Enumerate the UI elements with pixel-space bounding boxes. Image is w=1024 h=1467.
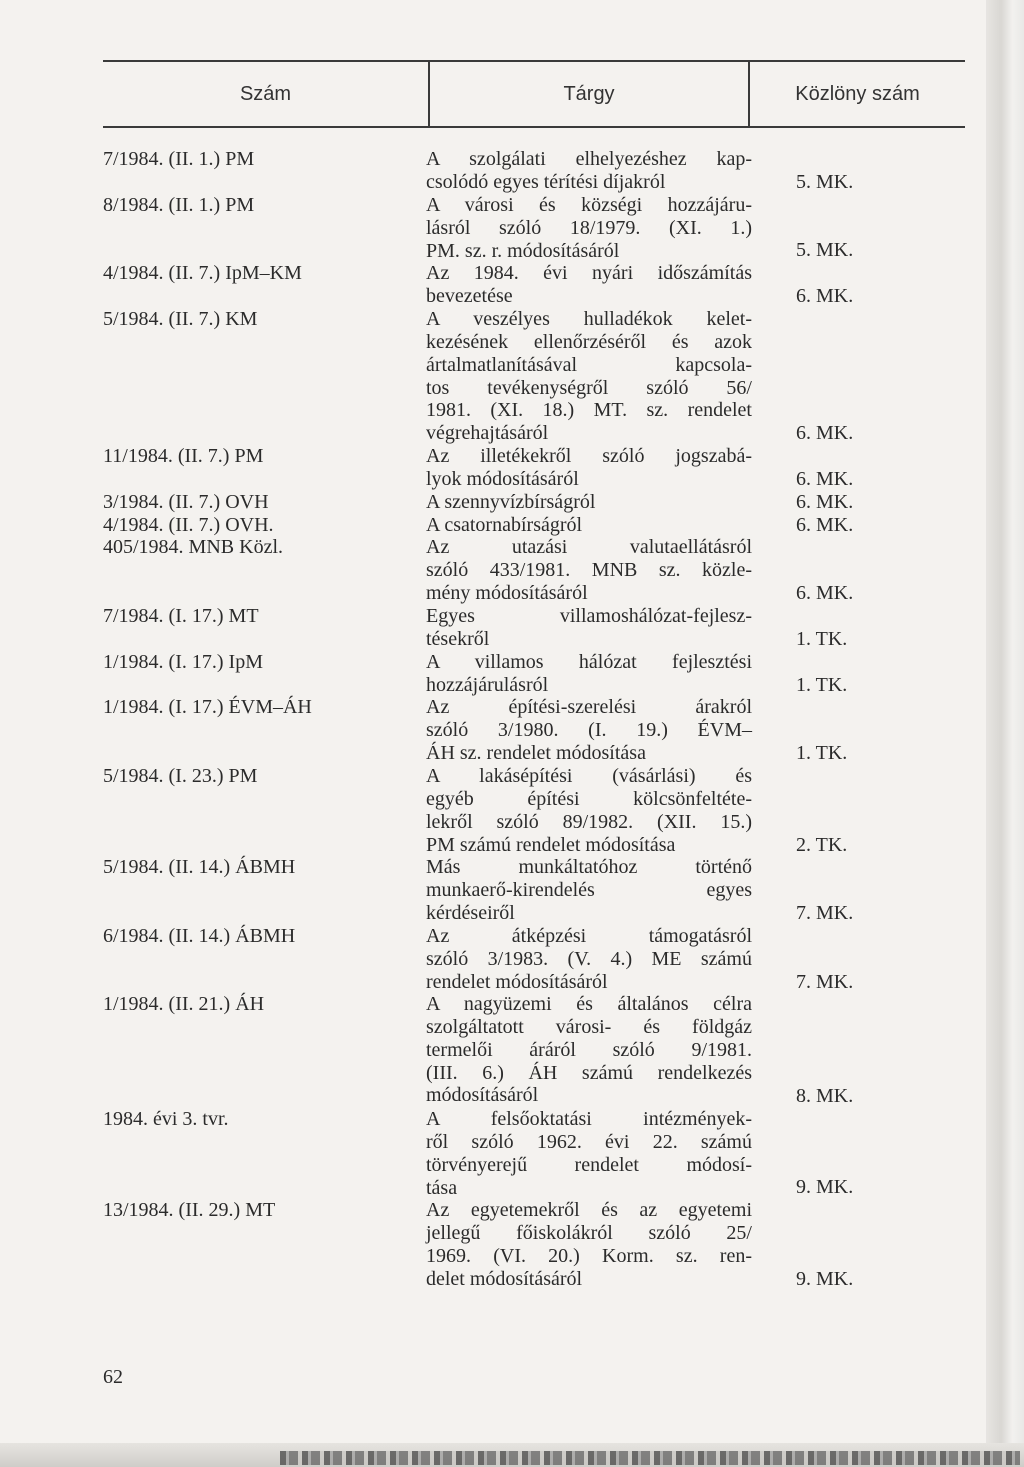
row-szam: 405/1984. MNB Közl. xyxy=(103,536,283,558)
row-kozlony: 2. TK. xyxy=(796,834,848,856)
row-targy xyxy=(426,445,752,491)
row-targy xyxy=(426,1199,752,1290)
targy-line: szóló 433/1981. MNB sz. közle- xyxy=(426,558,752,581)
row-targy xyxy=(426,148,752,194)
row-szam: 5/1984. (I. 23.) PM xyxy=(103,765,258,787)
targy-line: Az egyetemekről és az egyetemi xyxy=(426,1199,752,1221)
targy-line: Az utazási valutaellátásról xyxy=(426,536,752,558)
row-szam: 6/1984. (II. 14.) ÁBMH xyxy=(103,925,296,947)
row-kozlony: 6. MK. xyxy=(796,285,854,307)
row-targy xyxy=(426,765,752,856)
targy-line: munkaerő-kirendelés egyes xyxy=(426,878,752,901)
targy-line: delet módosításáról xyxy=(426,1267,583,1290)
targy-line: 1969. (VI. 20.) Korm. sz. ren- xyxy=(426,1244,752,1267)
targy-line: tása xyxy=(426,1176,458,1199)
targy-line: bevezetése xyxy=(426,284,513,307)
targy-line: ről szóló 1962. évi 22. számú xyxy=(426,1130,752,1153)
targy-line: A csatornabírságról xyxy=(426,514,583,536)
header-kozlony: Közlöny szám xyxy=(795,82,920,105)
targy-line: Más munkáltatóhoz történő xyxy=(426,856,752,878)
targy-line: Az építési-szerelési árakról xyxy=(426,696,752,718)
row-szam: 7/1984. (I. 17.) MT xyxy=(103,605,259,627)
targy-line: kérdéseiről xyxy=(426,901,515,924)
targy-line: lásról szóló 18/1979. (XI. 1.) xyxy=(426,216,752,239)
row-kozlony: 6. MK. xyxy=(796,491,854,513)
row-szam: 1/1984. (I. 17.) IpM xyxy=(103,651,263,673)
row-kozlony: 9. MK. xyxy=(796,1176,854,1198)
row-szam: 1/1984. (I. 17.) ÉVM–ÁH xyxy=(103,696,312,718)
targy-line: szóló 3/1980. (I. 19.) ÉVM– xyxy=(426,718,752,741)
targy-line: ÁH sz. rendelet módosítása xyxy=(426,741,646,764)
targy-line: szolgáltatott városi- és földgáz xyxy=(426,1015,752,1038)
row-targy xyxy=(426,308,752,445)
row-targy xyxy=(426,605,752,651)
row-targy xyxy=(426,856,752,925)
targy-line: lekről szóló 89/1982. (XII. 15.) xyxy=(426,810,752,833)
targy-line: módosításáról xyxy=(426,1084,539,1107)
row-kozlony: 1. TK. xyxy=(796,674,848,696)
targy-line: lyok módosításáról xyxy=(426,467,579,490)
row-kozlony: 7. MK. xyxy=(796,902,854,924)
row-targy xyxy=(426,651,752,697)
row-targy xyxy=(426,993,752,1107)
row-targy xyxy=(426,194,752,263)
row-kozlony: 8. MK. xyxy=(796,1085,854,1107)
targy-line: A villamos hálózat fejlesztési xyxy=(426,651,752,673)
targy-line: egyéb építési kölcsönfeltéte- xyxy=(426,787,752,810)
row-targy xyxy=(426,925,752,994)
row-kozlony: 1. TK. xyxy=(796,742,848,764)
targy-line: termelői áráról szóló 9/1981. xyxy=(426,1038,752,1061)
row-kozlony: 1. TK. xyxy=(796,628,848,650)
targy-line: tésekről xyxy=(426,627,490,650)
row-kozlony: 6. MK. xyxy=(796,582,854,604)
row-szam: 4/1984. (II. 7.) IpM–KM xyxy=(103,262,302,284)
row-kozlony: 5. MK. xyxy=(796,239,854,261)
row-szam: 3/1984. (II. 7.) OVH xyxy=(103,491,269,513)
targy-line: A felsőoktatási intézmények- xyxy=(426,1108,752,1130)
targy-line: jellegű főiskolákról szóló 25/ xyxy=(426,1221,752,1244)
targy-line: Az illetékekről szóló jogszabá- xyxy=(426,445,752,467)
targy-line: A veszélyes hulladékok kelet- xyxy=(426,308,752,330)
targy-line: törvényerejű rendelet módosí- xyxy=(426,1153,752,1176)
row-kozlony: 6. MK. xyxy=(796,514,854,536)
targy-line: A nagyüzemi és általános célra xyxy=(426,993,752,1015)
row-szam: 4/1984. (II. 7.) OVH. xyxy=(103,514,274,536)
targy-line: Az átképzési támogatásról xyxy=(426,925,752,947)
targy-line: szóló 3/1983. (V. 4.) ME számú xyxy=(426,947,752,970)
targy-line: A szennyvízbírságról xyxy=(426,491,596,513)
scan-bottom-edge xyxy=(0,1443,1024,1467)
targy-line: A szolgálati elhelyezéshez kap- xyxy=(426,148,752,170)
header-targy: Tárgy xyxy=(563,82,615,105)
header-szam: Szám xyxy=(239,82,292,105)
targy-line: PM számú rendelet módosítása xyxy=(426,833,676,856)
targy-line: hozzájárulásról xyxy=(426,673,549,696)
book-spine-edge xyxy=(986,0,1024,1467)
row-kozlony: 6. MK. xyxy=(796,422,854,444)
page-number: 62 xyxy=(103,1366,123,1388)
row-targy xyxy=(426,491,752,514)
targy-line: Egyes villamoshálózat-fejlesz- xyxy=(426,605,752,627)
targy-line: végrehajtásáról xyxy=(426,422,549,445)
row-kozlony: 5. MK. xyxy=(796,171,854,193)
row-szam: 5/1984. (II. 14.) ÁBMH xyxy=(103,856,296,878)
row-targy xyxy=(426,696,752,765)
row-kozlony: 9. MK. xyxy=(796,1268,854,1290)
row-szam: 1984. évi 3. tvr. xyxy=(103,1108,229,1130)
targy-line: Az 1984. évi nyári időszámítás xyxy=(426,262,752,284)
row-szam: 1/1984. (II. 21.) ÁH xyxy=(103,993,265,1015)
targy-line: 1981. (XI. 18.) MT. sz. rendelet xyxy=(426,399,752,422)
scan-artifact-marks xyxy=(280,1451,1020,1465)
row-targy xyxy=(426,536,752,605)
row-kozlony: 6. MK. xyxy=(796,468,854,490)
targy-line: kezésének ellenőrzéséről és azok xyxy=(426,330,752,353)
targy-line: csolódó egyes térítési díjakról xyxy=(426,170,666,193)
targy-line: ártalmatlanításával kapcsola- xyxy=(426,353,752,376)
row-szam: 8/1984. (II. 1.) PM xyxy=(103,194,255,216)
row-targy xyxy=(426,514,752,537)
row-szam: 7/1984. (II. 1.) PM xyxy=(103,148,255,170)
targy-line: A lakásépítési (vásárlási) és xyxy=(426,765,752,787)
row-szam: 11/1984. (II. 7.) PM xyxy=(103,445,264,467)
row-szam: 13/1984. (II. 29.) MT xyxy=(103,1199,276,1221)
targy-line: mény módosításáról xyxy=(426,581,588,604)
row-kozlony: 7. MK. xyxy=(796,971,854,993)
table-header xyxy=(103,60,965,128)
row-targy xyxy=(426,262,752,308)
targy-line: rendelet módosításáról xyxy=(426,970,608,993)
row-szam: 5/1984. (II. 7.) KM xyxy=(103,308,258,330)
targy-line: (III. 6.) ÁH számú rendelkezés xyxy=(426,1061,752,1084)
row-targy xyxy=(426,1108,752,1199)
targy-line: tos tevékenységről szóló 56/ xyxy=(426,376,752,399)
targy-line: A városi és községi hozzájáru- xyxy=(426,194,752,216)
targy-line: PM. sz. r. módosításáról xyxy=(426,239,620,262)
